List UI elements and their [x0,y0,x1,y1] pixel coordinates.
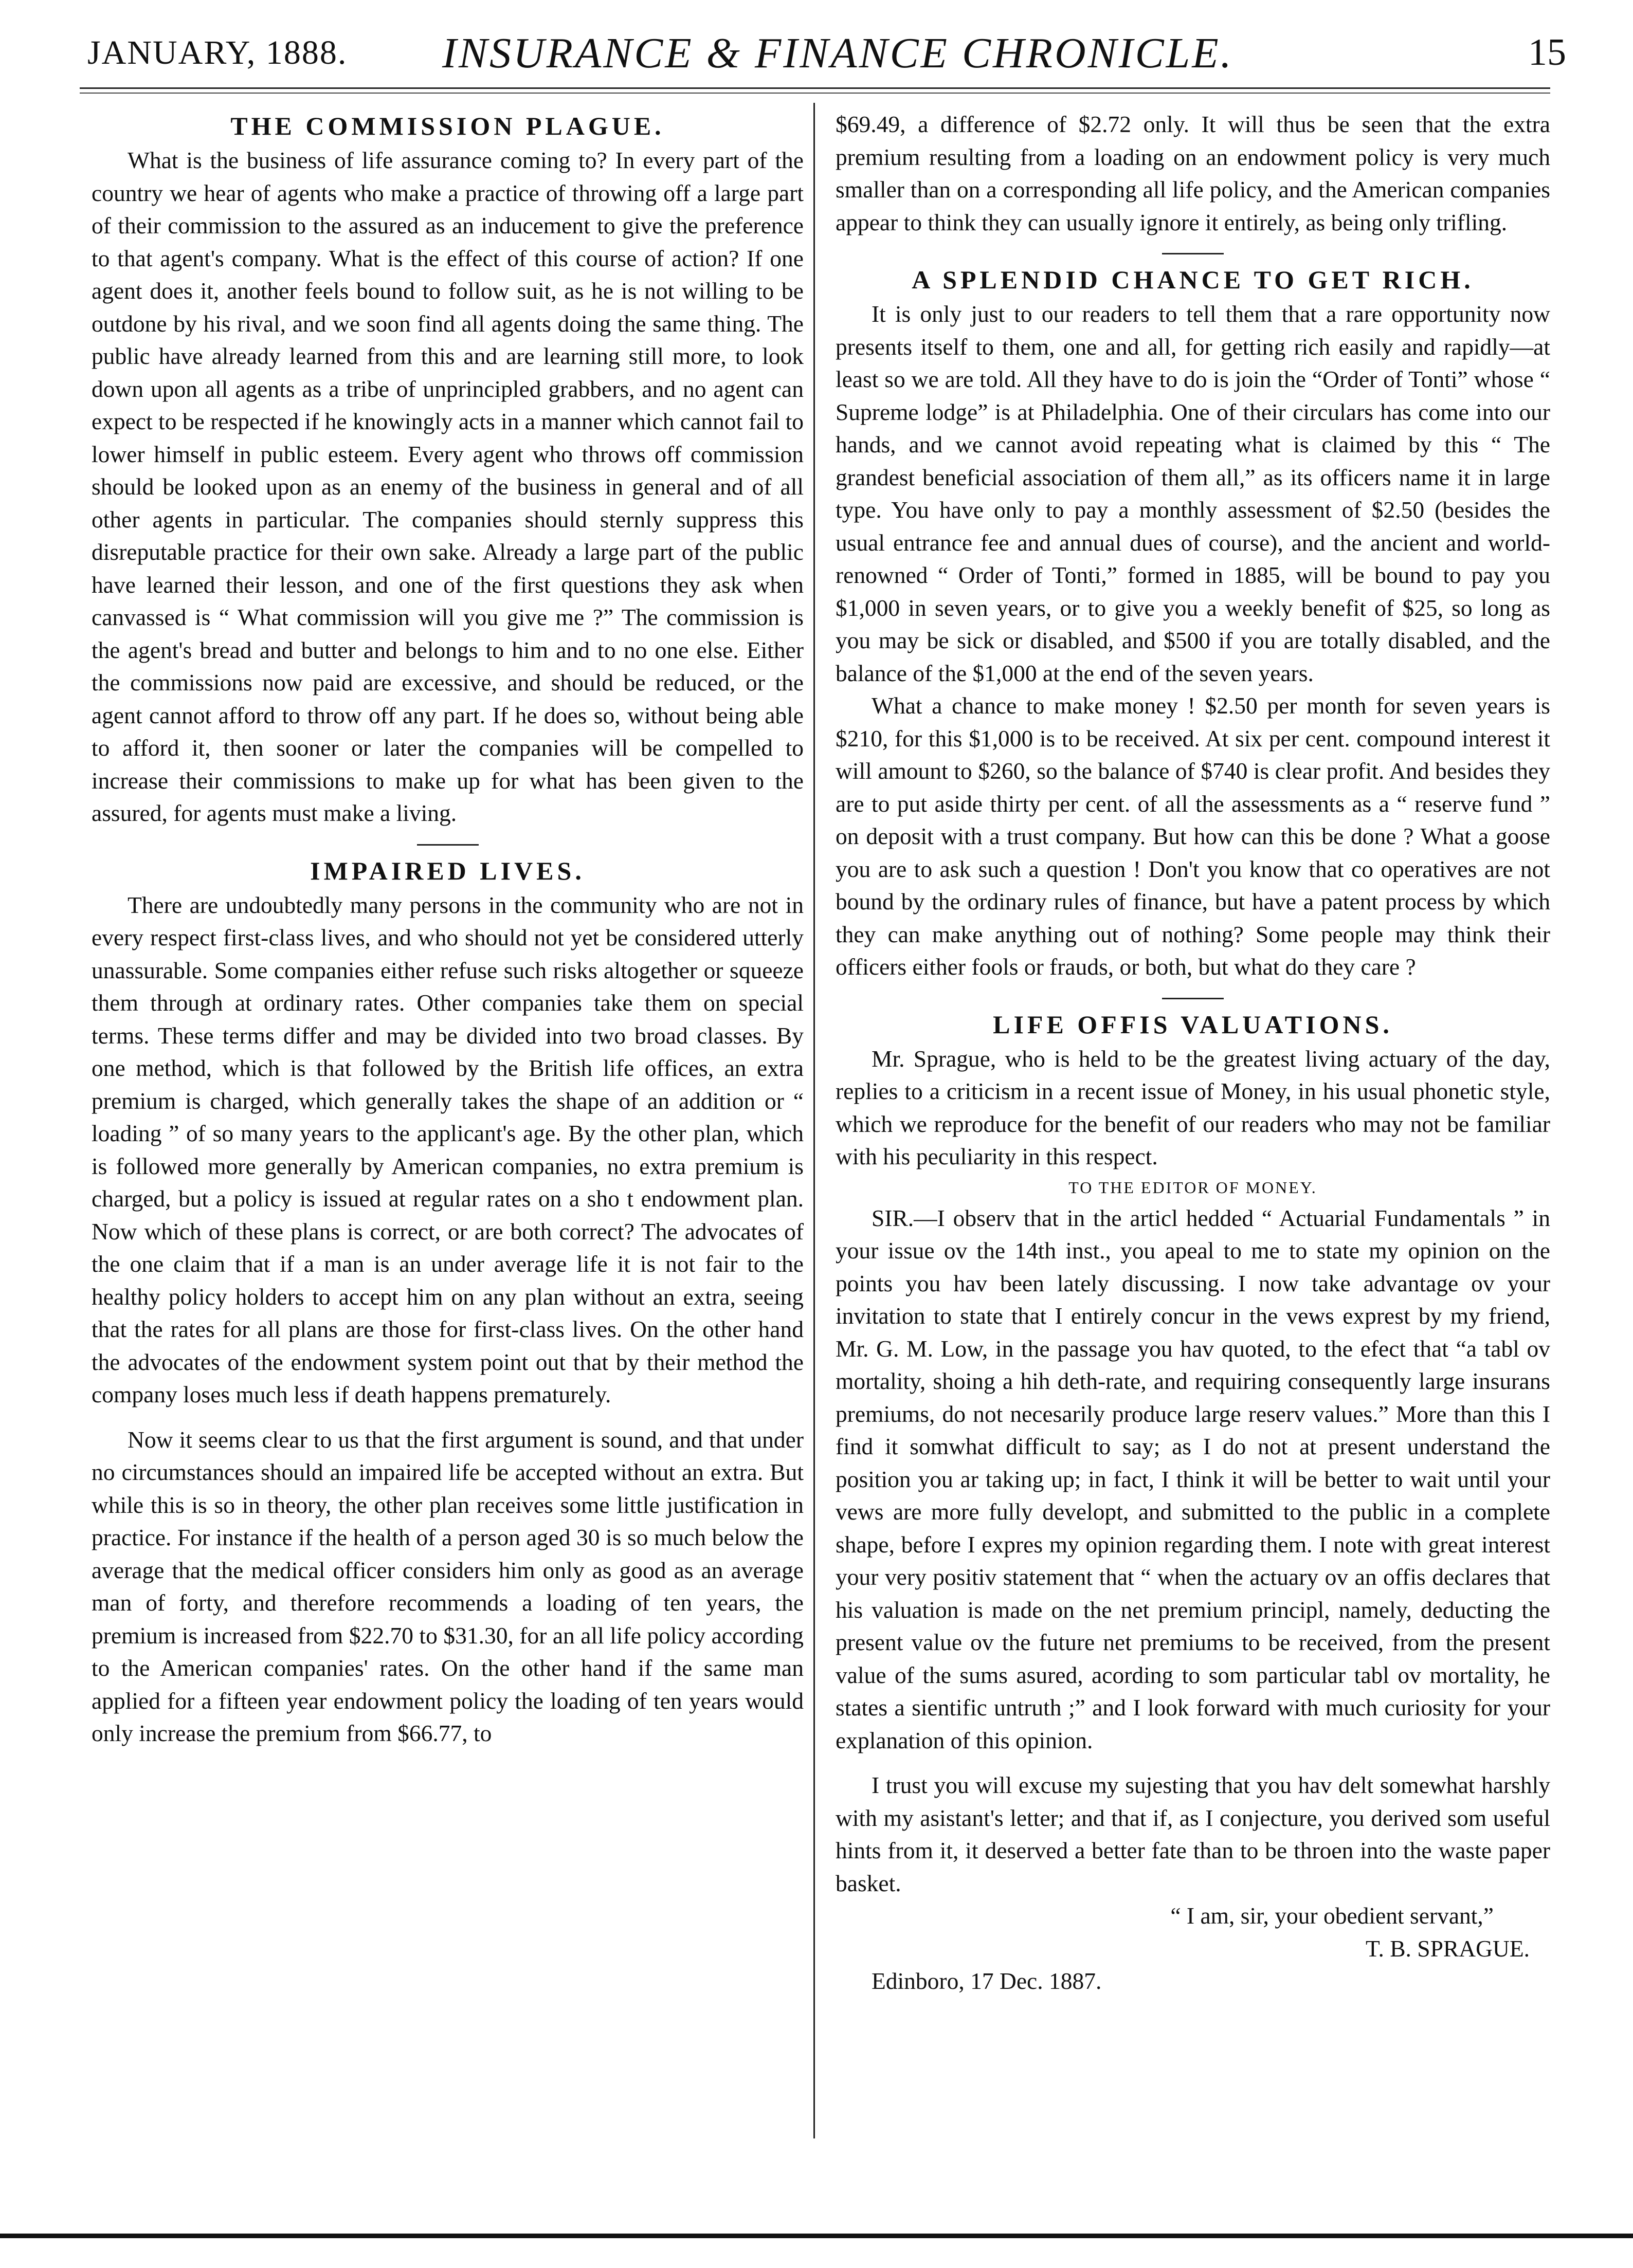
offis-letter-body: SIR.—I observ that in the articl hedded “ Actuarial Fundamentals ” in your issue ov the 14th inst., you apeal to me to state my opinion on the points you hav been lately discussing. I now take advantage ov your invitation to state that I entirely concur in the vews exprest by my friend, Mr. G. M. Low, in the passage you hav quoted, to the efect that “a tabl ov mortality, shoing a hih deth-rate, and requiring consequently large insurans premiums, do not necesarily produce large reserv values.” More than this I find it somwhat difficult to say; as I do not at present understand the position you ar taking up; in fact, I think it will be better to wait until your vews are more fully developt, and submitted to the public in a complete shape, before I expres my opinion regarding them. I note with great interest your very positiv statement that “ when the actuary ov an offis declares that his valuation is made on the net premium principl, namely, deducting the present value ov the future net premiums to be received, from the present value of the sums asured, acording to som particular tabl ov mortality, he states a sientific untruth ;” and I look forward with much curiosity for your explanation of this opinion. [836,1204,1550,1753]
letter-closing: “ I am, sir, your obedient servant,” [1170,1903,1494,1929]
splendid-paragraph-1: It is only just to our readers to tell them that a rare opportunity now presents itself to them, one and all, for getting rich easily and rapidly—at least so we are told. All they have to do is join the “Order of Tonti” whose “ Supreme lodge” is at Philadelphia. One of their circulars has come into our hands, and we cannot avoid repeating what is claimed by this “ The grandest beneficial association of them all,” as its officers name it in large type. You have only to pay a monthly assessment of $2.50 (besides the usual entrance fee and annual dues of course), and the ancient and world-renowned “ Order of Tonti,” formed in 1885, will be bound to pay you $1,000 in seven years, or to give you a weekly benefit of $25, so long as you may be sick or disabled, and $500 if you are totally disabled, and the balance of the $1,000 at the end of the seven years. [836,301,1550,686]
right-column [836,108,1550,1998]
offis-letter-body-2: I trust you will excuse my sujesting that you hav delt somewhat harshly with my asistant's letter; and that if, as I conjecture, you derived som useful hints from it, it deserved a better fate than to be throen into the waste paper basket. [836,1772,1550,1896]
page-number: 15 [1528,31,1566,74]
page-header [36,28,1597,85]
footer-rule [0,2234,1633,2238]
splendid-paragraph-2: What a chance to make money ! $2.50 per month for seven years is $210, for this $1,000 is to be received. At six per cent. compound interest it will amount to $260, so the balance of $740 is clear profit. And besides they are to put aside thirty per cent. of all the assessments as a “ reserve fund ” on deposit with a trust company. But how can this be done ? What a goose you are to ask such a question ! Don't you know that co operatives are not bound by the ordinary rules of finance, but have a patent process by which they can make anything out of nothing? Some people may think their officers either fools or frauds, or both, but what do they care ? [836,692,1550,980]
letter-signature: T. B. SPRAGUE. [1366,1935,1530,1962]
offis-heading: LIFE OFFIS VALUATIONS. [993,1010,1393,1039]
section-separator [1162,998,1224,999]
offis-paragraph-1: Mr. Sprague, who is held to be the greatest living actuary of the day, replies to a criticism in a recent issue of Money, in his usual phonetic style, which we reproduce for the benefit of our readers who may not be familiar with his peculiarity in this respect. [836,1045,1550,1169]
letter-addressee: TO THE EDITOR OF MONEY. [1068,1178,1317,1197]
letter-place-date: Edinboro, 17 Dec. 1887. [872,1968,1102,1994]
issue-date: JANUARY, 1888. [87,34,348,71]
column-divider [813,103,815,2138]
impaired-heading: IMPAIRED LIVES. [310,856,585,885]
commission-paragraph: What is the business of life assurance coming to? In every part of the country we hear of agents who make a practice of throwing off a large part of their commission to the assured as an inducement to give the preference to that agent's company. What is the effect of this course of action? If one agent does it, another feels bound to follow suit, as he is not willing to be outdone by his rival, and we soon find all agents doing the same thing. The public have already learned from this and are learning still more, to look down upon all agents as a tribe of unprincipled grabbers, and no agent can expect to be respected if he knowingly acts in a manner which cannot fail to lower himself in public esteem. Every agent who throws off commission should be looked upon as an enemy of the business in general and of all other agents in particular. The companies should sternly suppress this disreputable practice for their own sake. Already a large part of the public have learned their lesson, and one of the first questions they ask when canvassed is “ What commission will you give me ?” The commission is the agent's bread and butter and belongs to him and to no one else. Either the commissions now paid are excessive, and should be reduced, or the agent cannot afford to throw off any part. If he does so, without being able to afford it, then sooner or later the companies will be compelled to increase their commissions to make up for what has been given to the assured, for agents must make a living. [92,147,804,826]
impaired-continuation: $69.49, a difference of $2.72 only. It will thus be seen that the extra premium resulting from a loading on an endowment policy is very much smaller than on a corresponding all life policy, and the American companies appear to think they can usually ignore it entirely, as being only trifling. [836,111,1550,235]
impaired-paragraph-1: There are undoubtedly many persons in the community who are not in every respect first-class lives, and who should not yet be considered utterly unassurable. Some companies either refuse such risks altogether or squeeze them through at ordinary rates. Other companies take them on special terms. These terms differ and may be divided into two broad classes. By one method, which is that followed by the British life offices, an extra premium is charged, which generally takes the shape of an addition or “ loading ” of so many years to the applicant's age. By the other plan, which is followed more generally by American companies, no extra premium is charged, but a policy is issued at regular rates on a sho t endowment plan. Now which of these plans is correct, or are both correct? The advocates of the one claim that if a man is an under average life it is not fair to the healthy policy holders to accept him on any plan without an extra, seeing that the rates for all plans are those for first-class lives. On the other hand the advocates of the endowment system point out that by their method the company loses much less if death happens prematurely. [92,891,804,1407]
commission-heading: THE COMMISSION PLAGUE. [230,112,665,140]
publication-title: INSURANCE & FINANCE CHRONICLE. [442,29,1233,77]
splendid-heading: A SPLENDID CHANCE TO GET RICH. [912,265,1474,294]
section-separator [1162,253,1224,254]
left-column [92,108,804,1750]
section-separator [417,844,479,846]
impaired-paragraph-2: Now it seems clear to us that the first argument is sound, and that under no circumstances should an impaired life be accepted without an extra. But while this is so in theory, the other plan receives some little justification in practice. For instance if the health of a person aged 30 is so much below the average that the medical officer considers him only as good as an average man of forty, and therefore recommends a loading of ten years, the premium is increased from $22.70 to $31.30, for an all life policy according to the American companies' rates. On the other hand if the same man applied for a fifteen year endowment policy the loading of ten years would only increase the premium from $66.77, to [92,1426,804,1746]
header-rule [80,87,1550,94]
